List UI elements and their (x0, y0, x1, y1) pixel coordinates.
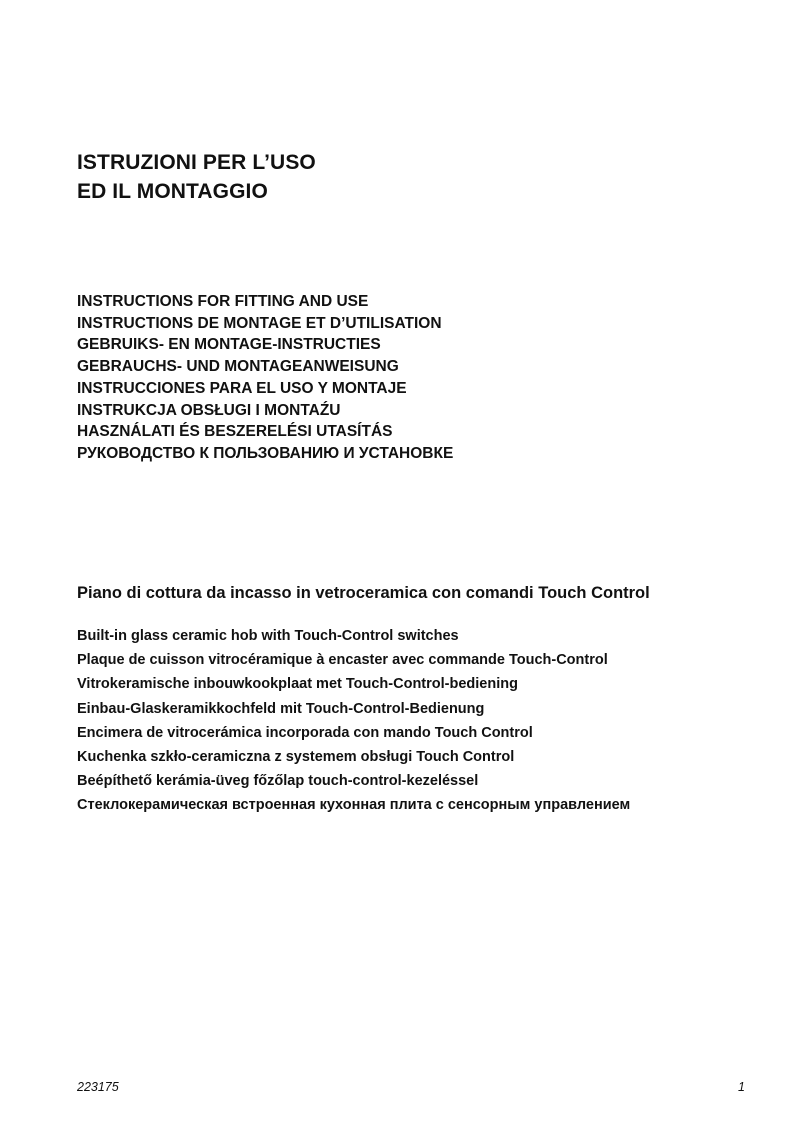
translated-title-nl: GEBRUIKS- EN MONTAGE-INSTRUCTIES (77, 336, 381, 354)
translated-title-de: GEBRAUCHS- UND MONTAGEANWEISUNG (77, 358, 399, 376)
page-number: 1 (738, 1080, 745, 1094)
product-description-pl: Kuchenka szkło-ceramiczna z systemem obsługi Touch Control (77, 749, 515, 766)
translated-title-hu: HASZNÁLATI ÉS BESZERELÉSI UTASÍTÁS (77, 423, 393, 441)
product-description-main: Piano di cottura da incasso in vetroceramica con comandi Touch Control (77, 584, 650, 602)
main-title-line-1: ISTRUZIONI PER L’USO (77, 151, 316, 174)
product-description-fr: Plaque de cuisson vitrocéramique à encaster avec commande Touch-Control (77, 652, 608, 669)
product-description-ru: Стеклокерамическая встроенная кухонная плита с сенсорным управлением (77, 797, 631, 814)
product-description-es: Encimera de vitrocerámica incorporada con mando Touch Control (77, 724, 533, 741)
main-title-line-2: ED IL MONTAGGIO (77, 180, 268, 203)
product-description-hu: Beépíthető kerámia-üveg főzőlap touch-control-kezeléssel (77, 773, 479, 790)
translated-titles-list (77, 291, 453, 465)
product-description-de: Einbau-Glaskeramikkochfeld mit Touch-Control-Bedienung (77, 700, 485, 717)
translated-title-pl: INSTRUKCJA OBSŁUGI I MONTAŹU (77, 401, 341, 419)
document-code: 223175 (77, 1080, 119, 1094)
translated-title-en: INSTRUCTIONS FOR FITTING AND USE (77, 293, 369, 310)
main-title (77, 148, 316, 206)
translated-title-ru: РУКОВОДСТВО К ПОЛЬЗОВАНИЮ И УСТАНОВКЕ (77, 444, 454, 462)
translated-title-es: INSTRUCCIONES PARA EL USO Y MONTAJE (77, 379, 407, 397)
translated-title-fr: INSTRUCTIONS DE MONTAGE ET D’UTILISATION (77, 314, 442, 332)
product-description-nl: Vitrokeramische inbouwkookplaat met Touch-Control-bediening (77, 676, 518, 693)
product-description-en: Built-in glass ceramic hob with Touch-Control switches (77, 628, 459, 644)
product-descriptions-list (77, 624, 630, 818)
